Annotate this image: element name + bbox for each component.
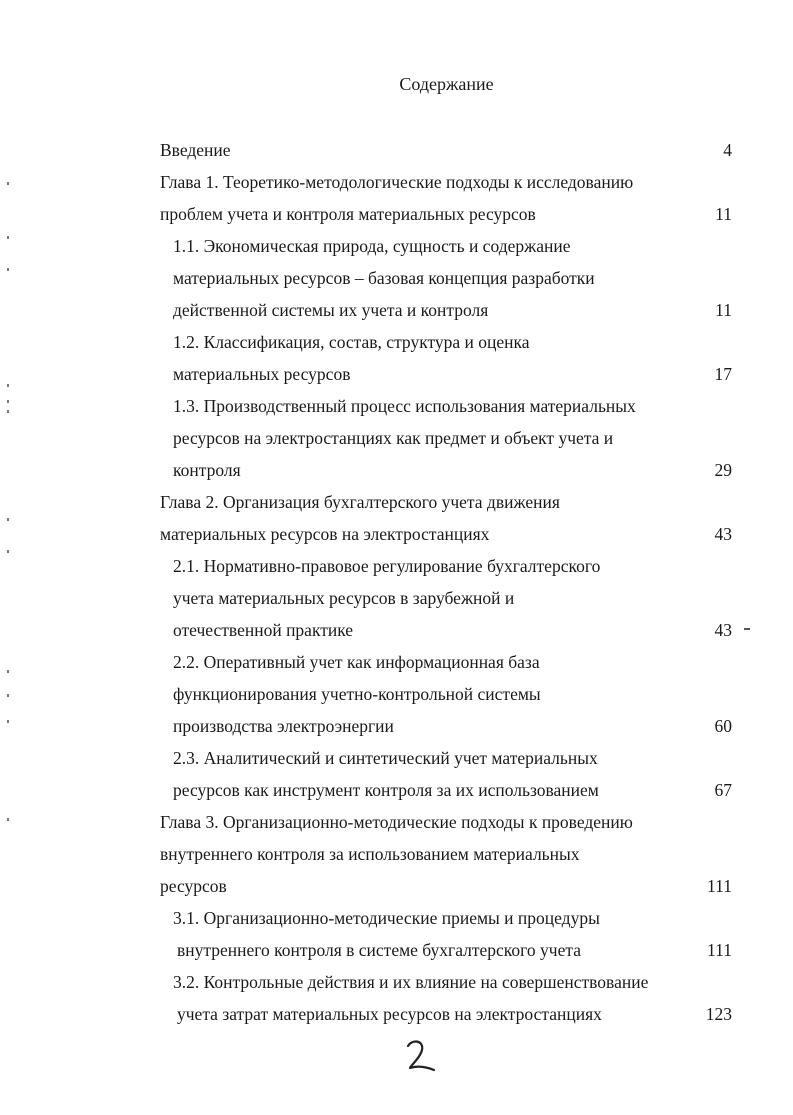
- toc-entry-text: Глава 2. Организация бухгалтерского учета движения: [160, 492, 560, 512]
- toc-entry-text: внутреннего контроля в системе бухгалтерского учета: [177, 940, 581, 960]
- toc-line: [160, 458, 740, 490]
- toc-entry-text: Глава 1. Теоретико-методологические подходы к исследованию: [160, 172, 634, 192]
- toc-entry-text: 2.3. Аналитический и синтетический учет материальных: [173, 748, 598, 768]
- toc-line: [160, 810, 740, 842]
- toc-entry-text: проблем учета и контроля материальных ресурсов: [160, 204, 536, 224]
- toc-line: [160, 234, 740, 266]
- toc-entry-text: 1.2. Классификация, состав, структура и оценка: [173, 332, 530, 352]
- toc-entry-text: материальных ресурсов на электростанциях: [160, 524, 490, 544]
- toc-line: [160, 138, 740, 170]
- toc-line: [160, 426, 740, 458]
- toc-entry-text: 3.1. Организационно-методические приемы и процедуры: [173, 908, 600, 928]
- scan-margin-marks: [0, 0, 20, 1115]
- toc-page-number: 17: [714, 364, 732, 384]
- toc-page-number: 111: [707, 876, 732, 896]
- toc-entry-text: производства электроэнергии: [173, 716, 394, 736]
- toc-entry-text: материальных ресурсов: [173, 364, 351, 384]
- toc-line: [160, 682, 740, 714]
- toc-line: [160, 330, 740, 362]
- toc-entry-text: ресурсов: [160, 876, 227, 896]
- toc-entry-text: функционирования учетно-контрольной системы: [173, 684, 541, 704]
- toc-entry-text: внутреннего контроля за использованием материальных: [160, 844, 580, 864]
- toc-page-number: 43: [714, 524, 732, 544]
- toc-line: [160, 842, 740, 874]
- toc-entry-text: действенной системы их учета и контроля: [173, 300, 489, 320]
- toc-line: [160, 522, 740, 554]
- toc-page-number: 43: [714, 620, 732, 640]
- toc-line: [160, 906, 740, 938]
- toc-entry-text: контроля: [173, 460, 241, 480]
- toc-line: [160, 1002, 740, 1034]
- toc-entry-text: учета затрат материальных ресурсов на электростанциях: [177, 1004, 602, 1024]
- stray-mark: [744, 628, 750, 630]
- toc-page-number: 11: [715, 300, 732, 320]
- toc-page-number: 4: [723, 140, 732, 160]
- toc-entry-text: Введение: [160, 140, 231, 160]
- table-of-contents: [160, 138, 740, 1034]
- toc-page-number: 67: [714, 780, 732, 800]
- toc-entry-text: 2.2. Оперативный учет как информационная база: [173, 652, 540, 672]
- toc-line: [160, 746, 740, 778]
- toc-entry-text: Глава 3. Организационно-методические подходы к проведению: [160, 812, 633, 832]
- page-title: Содержание: [399, 74, 494, 94]
- toc-page-number: 11: [715, 204, 732, 224]
- toc-line: [160, 394, 740, 426]
- toc-entry-text: 2.1. Нормативно-правовое регулирование бухгалтерского: [173, 556, 601, 576]
- toc-entry-text: 1.3. Производственный процесс использования материальных: [173, 396, 636, 416]
- toc-entry-text: отечественной практике: [173, 620, 354, 640]
- toc-entry-text: 1.1. Экономическая природа, сущность и содержание: [173, 236, 571, 256]
- toc-page-number: 123: [705, 1004, 732, 1024]
- toc-entry-text: 3.2. Контрольные действия и их влияние на совершенствование: [173, 972, 649, 992]
- toc-line: [160, 714, 740, 746]
- toc-line: [160, 778, 740, 810]
- toc-line: [160, 586, 740, 618]
- toc-page-number: 111: [707, 940, 732, 960]
- toc-line: [160, 554, 740, 586]
- toc-line: [160, 170, 740, 202]
- toc-line: [160, 970, 740, 1002]
- toc-line: [160, 490, 740, 522]
- toc-line: [160, 202, 740, 234]
- toc-line: [160, 266, 740, 298]
- toc-page-number: 60: [714, 716, 732, 736]
- toc-line: [160, 938, 740, 970]
- toc-page-number: 29: [714, 460, 732, 480]
- toc-line: [160, 298, 740, 330]
- toc-entry-text: ресурсов как инструмент контроля за их использованием: [173, 780, 599, 800]
- toc-entry-text: учета материальных ресурсов в зарубежной и: [173, 588, 515, 608]
- toc-line: [160, 874, 740, 906]
- toc-entry-text: ресурсов на электростанциях как предмет и объект учета и: [173, 428, 614, 448]
- toc-line: [160, 618, 740, 650]
- toc-entry-text: материальных ресурсов – базовая концепция разработки: [173, 268, 595, 288]
- toc-line: [160, 650, 740, 682]
- handwritten-page-number: [400, 1036, 440, 1076]
- toc-line: [160, 362, 740, 394]
